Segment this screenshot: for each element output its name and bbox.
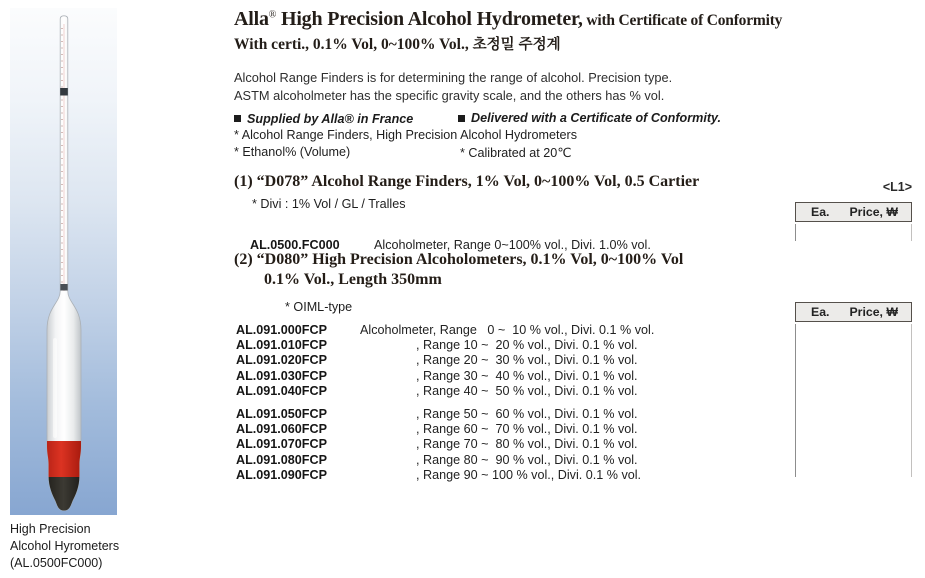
product-code: AL.091.080FCP	[236, 452, 327, 467]
intro-text	[234, 69, 672, 105]
product-row	[236, 338, 654, 353]
square-bullet-icon	[458, 115, 465, 122]
price-col-price: Price, ₩	[849, 205, 898, 219]
price-table-2-header	[795, 302, 912, 322]
photo-caption-line: Alcohol Hyrometers	[10, 539, 120, 553]
section1-heading: (1) “D078” Alcohol Range Finders, 1% Vol, 0~100% Vol, 0.5 Cartier	[234, 173, 700, 190]
registered-mark-icon: ®	[268, 9, 277, 21]
product-group-2	[236, 407, 654, 483]
price-table-2	[795, 302, 912, 477]
feature-note-calibrated: * Calibrated at 20℃	[460, 146, 572, 160]
section1-note: * Divi : 1% Vol / GL / Tralles	[252, 197, 406, 211]
product-code: AL.091.020FCP	[236, 353, 327, 368]
intro-line: ASTM alcoholmeter has the specific gravity scale, and the others has % vol.	[234, 88, 665, 103]
features-row	[234, 111, 834, 126]
product-row	[236, 323, 654, 338]
product-row	[236, 407, 654, 422]
product-row	[236, 353, 654, 368]
price-table-2-empty-cell	[795, 324, 912, 477]
product-row	[236, 422, 654, 437]
product-group-1	[236, 323, 654, 399]
feature-supplied	[234, 112, 413, 126]
product-desc: Alcoholmeter, Range 0 ~ 10 % vol., Divi. 0.1 % vol.	[360, 323, 655, 337]
product-desc: , Range 60 ~ 70 % vol., Divi. 0.1 % vol.	[360, 422, 638, 437]
product-row	[236, 369, 654, 384]
title-main: High Precision Alcohol Hydrometer,	[276, 8, 583, 30]
product-desc: , Range 40 ~ 50 % vol., Divi. 0.1 % vol.	[360, 383, 638, 398]
product-code: AL.0500.FC000	[250, 238, 340, 252]
product-row	[236, 453, 654, 468]
price-table-1-header	[795, 202, 912, 222]
price-col-ea: Ea.	[811, 305, 830, 319]
product-photo	[10, 8, 117, 515]
price-col-price: Price, ₩	[849, 305, 898, 319]
photo-caption-line: High Precision	[10, 522, 91, 536]
product-desc: , Range 80 ~ 90 % vol., Divi. 0.1 % vol.	[360, 452, 638, 467]
feature-supplied-label: Supplied by Alla® in France	[247, 111, 414, 126]
intro-line: Alcohol Range Finders is for determining the range of alcohol. Precision type.	[234, 70, 673, 85]
page-subtitle	[234, 33, 561, 54]
photo-caption	[10, 521, 119, 572]
hydrometer-illustration	[10, 8, 117, 515]
product-desc: Alcoholmeter, Range 0~100% vol., Divi. 1.0% vol.	[374, 238, 651, 252]
product-row	[236, 437, 654, 452]
product-table	[236, 323, 654, 483]
feature-delivered	[458, 111, 721, 125]
feature-note-1: * Alcohol Range Finders, High Precision Alcohol Hydrometers	[234, 128, 577, 142]
product-desc: , Range 10 ~ 20 % vol., Divi. 0.1 % vol.	[360, 338, 638, 353]
product-code: AL.091.070FCP	[236, 437, 327, 452]
brand-name: Alla	[234, 8, 269, 30]
page-ref-label: <L1>	[882, 180, 912, 194]
product-desc: , Range 70 ~ 80 % vol., Divi. 0.1 % vol.	[360, 437, 638, 452]
subtitle-korean: 초정밀 주정계	[472, 37, 561, 53]
product-desc: , Range 50 ~ 60 % vol., Divi. 0.1 % vol.	[360, 407, 638, 422]
section2-heading-line2: 0.1% Vol., Length 350mm	[264, 271, 442, 288]
product-desc: , Range 90 ~ 100 % vol., Divi. 0.1 % vol.	[360, 467, 642, 482]
page-title	[234, 8, 782, 31]
product-code: AL.091.010FCP	[236, 338, 327, 353]
product-code: AL.091.000FCP	[236, 323, 327, 337]
section2-heading-line1: (2) “D080” High Precision Alcoholometers, 0.1% Vol, 0~100% Vol	[234, 251, 684, 268]
square-bullet-icon	[234, 115, 241, 122]
product-code: AL.091.040FCP	[236, 383, 327, 398]
price-table-1	[795, 202, 912, 241]
title-suffix: with Certificate of Conformity	[582, 12, 783, 29]
product-desc: , Range 20 ~ 30 % vol., Divi. 0.1 % vol.	[360, 353, 638, 368]
photo-caption-line: (AL.0500FC000)	[10, 556, 103, 570]
product-code: AL.091.050FCP	[236, 407, 327, 422]
product-code: AL.091.090FCP	[236, 467, 327, 482]
product-desc: , Range 30 ~ 40 % vol., Divi. 0.1 % vol.	[360, 368, 638, 383]
feature-note-2	[234, 145, 572, 160]
product-code: AL.091.030FCP	[236, 368, 327, 383]
subtitle-text: With certi., 0.1% Vol, 0~100% Vol.,	[234, 36, 473, 53]
section2-heading	[234, 250, 683, 290]
price-table-1-empty-cell	[795, 224, 912, 241]
product-row	[236, 384, 654, 399]
feature-note-ethanol: * Ethanol% (Volume)	[234, 145, 351, 159]
price-col-ea: Ea.	[811, 205, 830, 219]
section2-note: * OIML-type	[285, 300, 353, 314]
product-code: AL.091.060FCP	[236, 422, 327, 437]
product-row	[236, 468, 654, 483]
feature-delivered-label: Delivered with a Certificate of Conformity.	[471, 111, 722, 125]
